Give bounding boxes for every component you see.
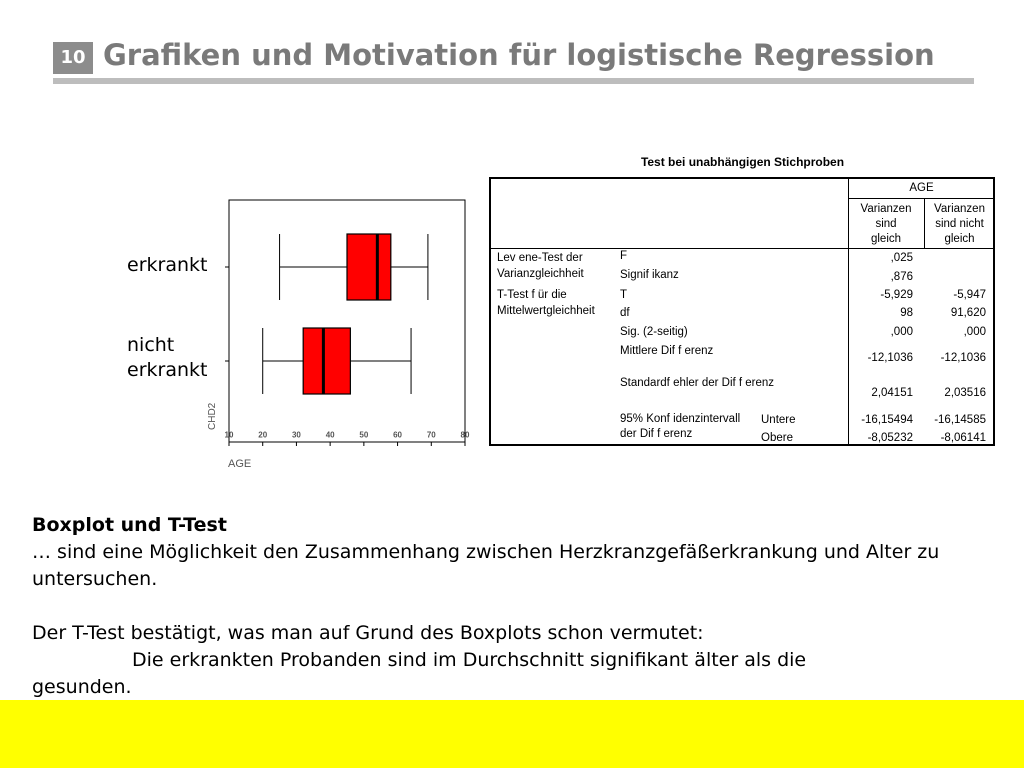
x-tick-label: 20: [258, 430, 268, 440]
col-header-unequal: Varianzen sind nicht gleich: [934, 203, 985, 245]
stats-table-title: Test bei unabhängigen Stichproben: [640, 155, 845, 169]
x-axis-label: AGE: [228, 458, 252, 470]
stats-row-label: Untere: [761, 414, 796, 426]
box-erkrankt: [347, 234, 391, 300]
body-paragraph-4: gesunden.: [32, 676, 132, 698]
x-tick-label: 70: [426, 430, 436, 440]
stats-row-label: F: [620, 250, 628, 262]
x-tick-label: 80: [460, 430, 470, 440]
stats-row-label: Standardf ehler der Dif f erenz: [620, 377, 775, 389]
stats-value-equal: ,876: [890, 271, 913, 283]
stats-value-unequal: 2,03516: [944, 387, 986, 399]
x-tick-label: 30: [291, 430, 301, 440]
x-tick-label: 40: [325, 430, 335, 440]
stats-value-unequal: ,000: [963, 326, 986, 338]
col-header-equal: Varianzen sind gleich: [860, 203, 912, 245]
box-nicht-erkrankt: [303, 328, 350, 394]
x-tick-label: 60: [393, 430, 403, 440]
group-header: AGE: [909, 182, 934, 194]
stats-value-equal: ,025: [890, 252, 913, 264]
boxplot-chart: [195, 195, 480, 475]
footer-band: [0, 700, 1024, 768]
stats-value-unequal: -8,06141: [940, 432, 986, 444]
body-paragraph-1: … sind eine Möglichkeit den Zusammenhang zwischen Herzkranzgefäßerkrankung und Alter zu untersuchen.: [32, 541, 940, 590]
x-tick-label: 50: [359, 430, 369, 440]
stats-value-unequal: -12,1036: [940, 352, 986, 364]
body-text: [32, 512, 992, 701]
body-paragraph-3: Die erkrankten Probanden sind im Durchschnitt signifikant älter als die: [132, 649, 807, 671]
stats-value-equal: -12,1036: [867, 352, 913, 364]
stats-value-unequal: 91,620: [950, 307, 986, 319]
slide-title: Grafiken und Motivation für logistische Regression: [103, 38, 935, 72]
ci-label: 95% Konf idenzintervall der Dif f erenz: [620, 413, 741, 440]
stats-row-label: df: [620, 307, 630, 319]
category-label-erkrankt: erkrankt: [127, 254, 208, 276]
stats-row-label: Sig. (2-seitig): [620, 326, 688, 338]
stats-value-unequal: -5,947: [953, 289, 986, 301]
stats-row-label: Obere: [761, 432, 793, 444]
stats-value-equal: ,000: [890, 326, 913, 338]
stats-table: [489, 177, 995, 446]
ttest-label: T-Test f ür die Mittelwertgleichheit: [497, 289, 595, 317]
stats-value-equal: -16,15494: [861, 414, 913, 426]
slide-number-badge: 10: [53, 42, 93, 74]
body-paragraph-2: Der T-Test bestätigt, was man auf Grund des Boxplots schon vermutet:: [32, 622, 704, 644]
stats-row-label: T: [620, 289, 628, 301]
category-label-nicht-erkrankt: nicht erkrankt: [127, 334, 208, 381]
stats-value-equal: 98: [900, 307, 913, 319]
stats-value-equal: -8,05232: [867, 432, 913, 444]
stats-value-equal: -5,929: [880, 289, 913, 301]
levene-label: Lev ene-Test der Varianzgleichheit: [497, 252, 584, 280]
title-underline: [53, 78, 974, 84]
x-tick-label: 10: [224, 430, 234, 440]
stats-row-label: Signif ikanz: [620, 269, 679, 281]
body-heading: Boxplot und T-Test: [32, 514, 227, 536]
stats-row-label: Mittlere Dif f erenz: [620, 345, 714, 357]
stats-value-unequal: -16,14585: [934, 414, 986, 426]
y-axis-label: CHD2: [207, 402, 218, 430]
stats-value-equal: 2,04151: [871, 387, 913, 399]
